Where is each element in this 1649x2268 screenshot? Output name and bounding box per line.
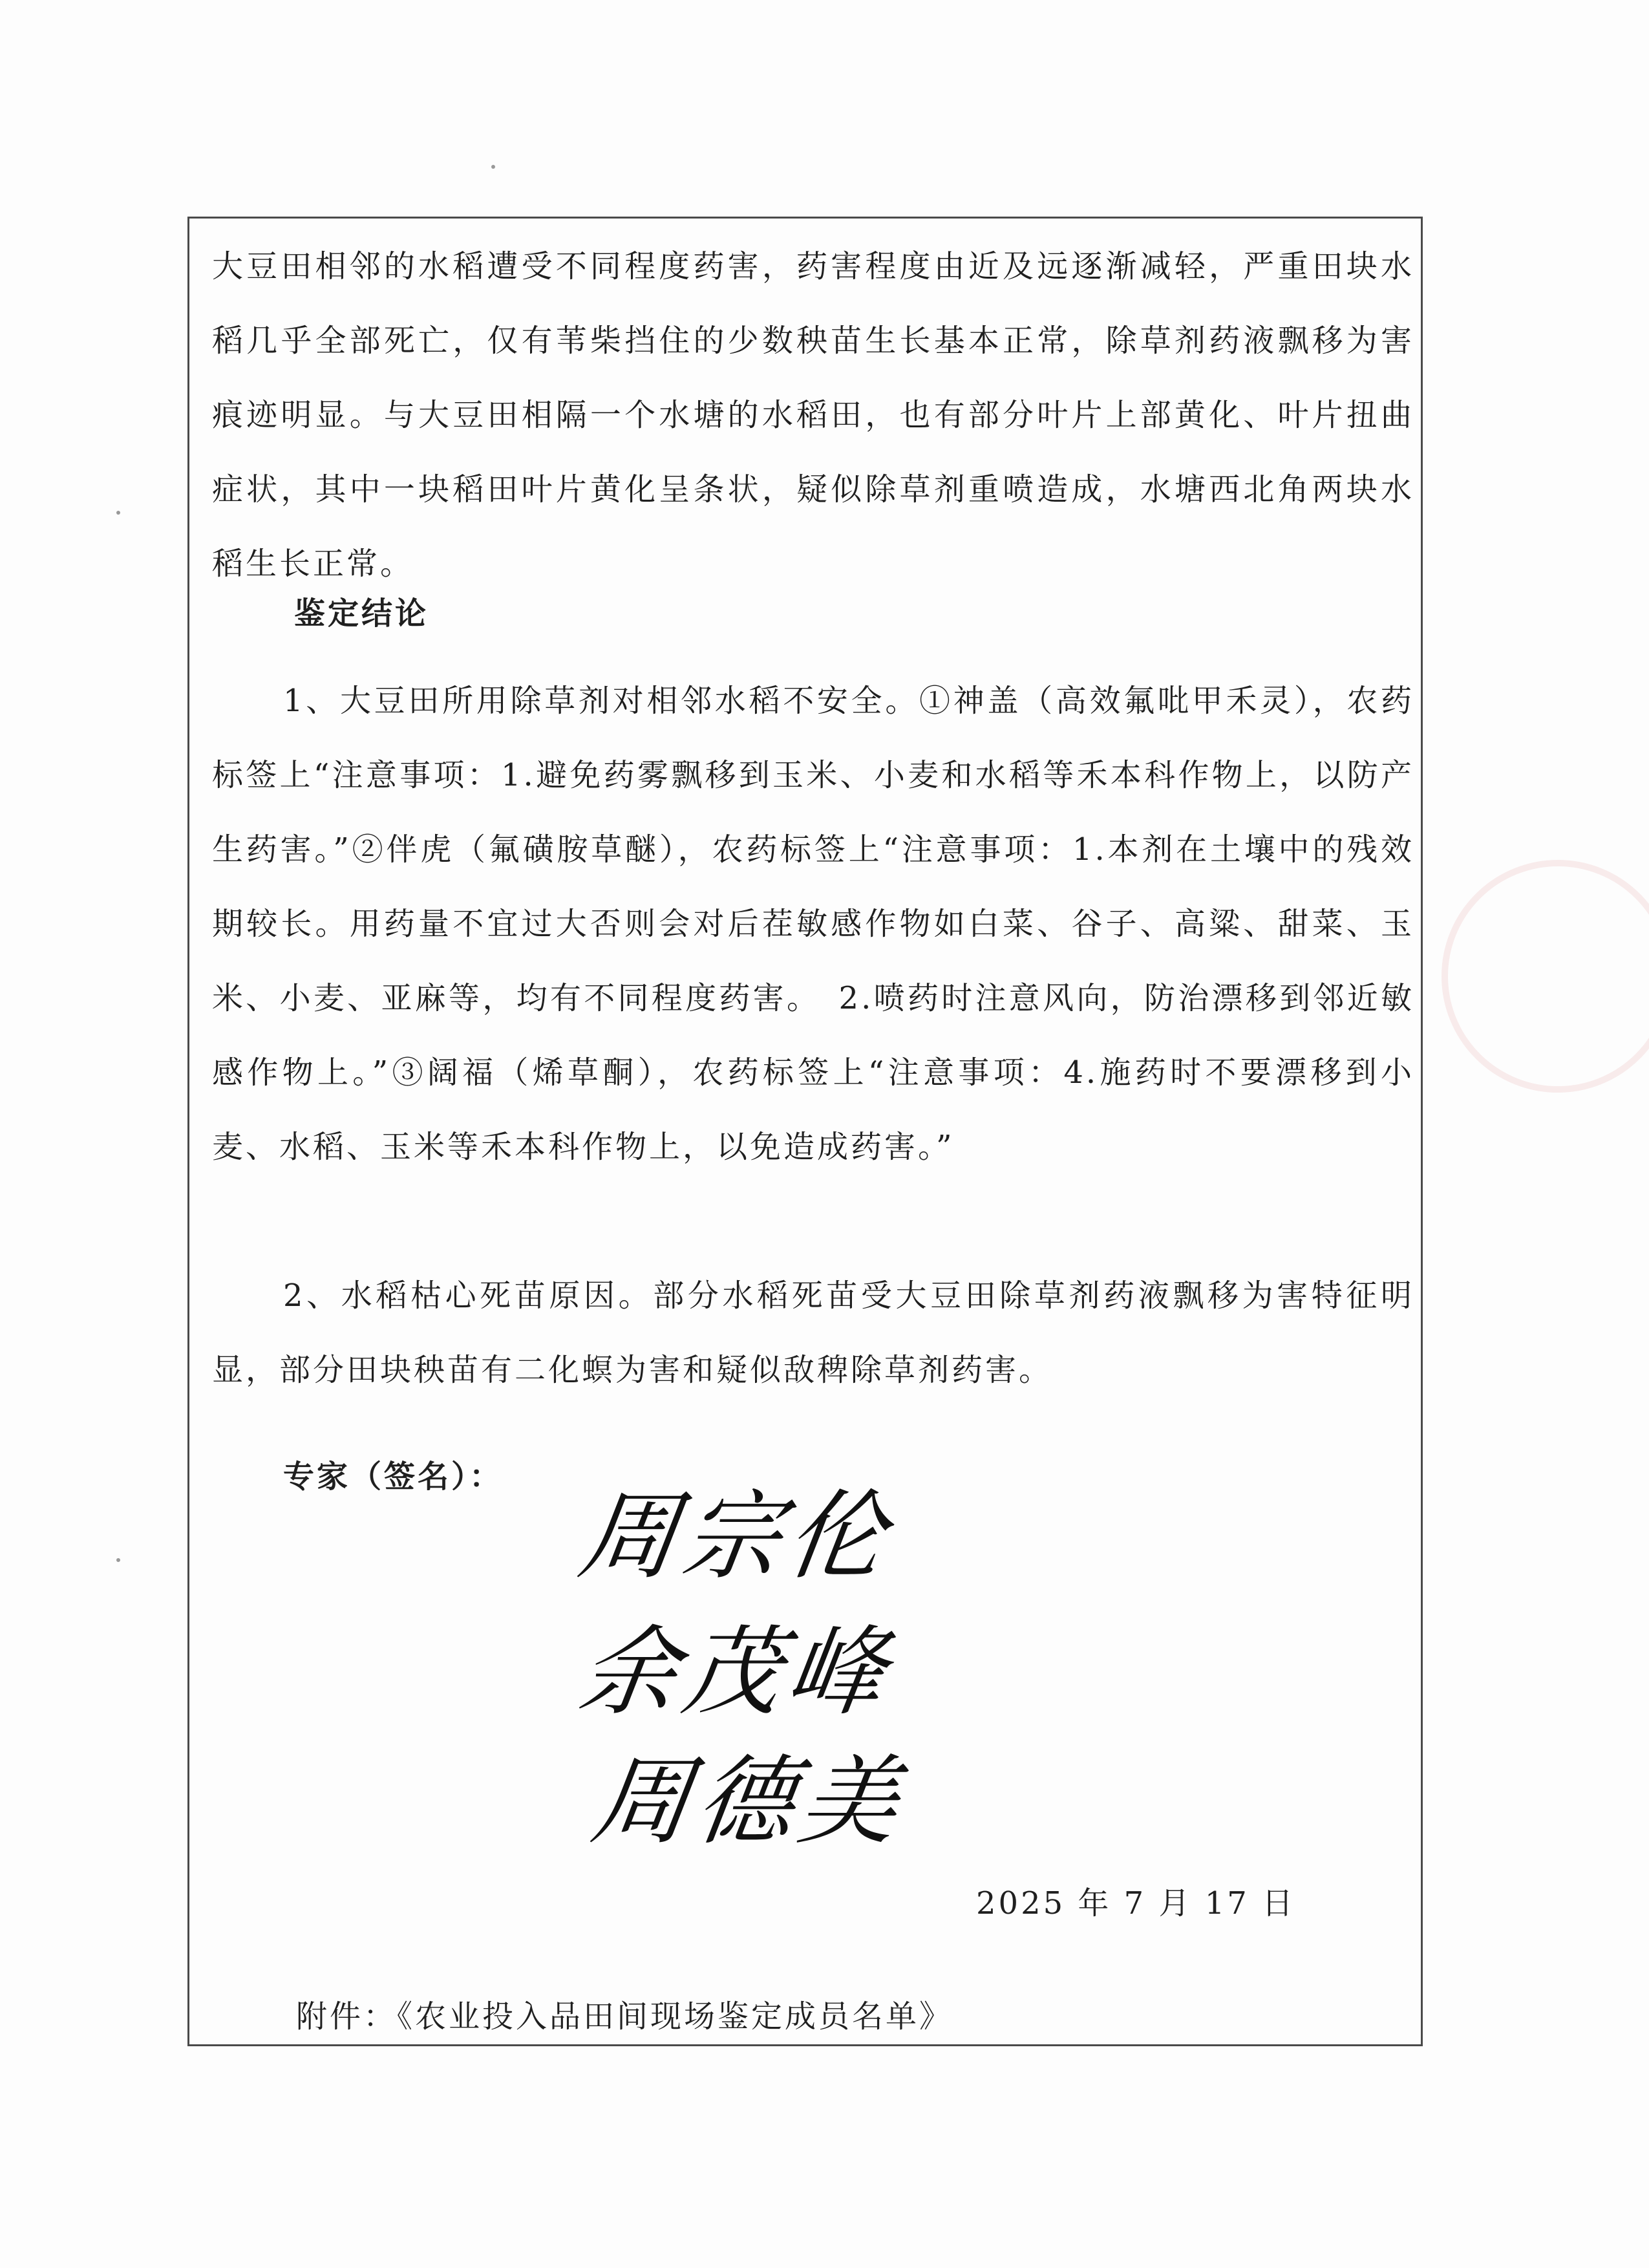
- expert-signature-label: 专家（签名）：: [283, 1459, 504, 1495]
- paragraph-damage-description: 大豆田相邻的水稻遭受不同程度药害，药害程度由近及远逐渐减轻，严重田块水稻几乎全部死亡，仅有苇柴挡住的少数秧苗生长基本正常，除草剂药液飘移为害痕迹明显。与大豆田相隔一个水塘的水稻田，也有部分叶片上部黄化、叶片扭曲症状，其中一块稻田叶片黄化呈条状，疑似除草剂重喷造成，水塘西北角两块水稻生长正常。: [212, 248, 1414, 582]
- scan-speck: [116, 511, 120, 515]
- document-date: 2025 年 7 月 17 日: [976, 1885, 1296, 1921]
- scan-speck: [116, 1558, 120, 1562]
- handwritten-signature-1: 周宗伦: [572, 1481, 899, 1593]
- handwritten-signature-2: 余茂峰: [572, 1616, 899, 1729]
- handwritten-signature-3: 周德美: [585, 1746, 912, 1858]
- attachment-note: 附件：《农业投入品田间现场鉴定成员名单》: [296, 1998, 953, 2035]
- conclusion-item-1: 1、大豆田所用除草剂对相邻水稻不安全。①神盖（高效氟吡甲禾灵），农药标签上“注意事项：1.避免药雾飘移到玉米、小麦和水稻等禾本科作物上，以防产生药害。”②伴虎（氟磺胺草醚），农药标签上“注意事项：1.本剂在土壤中的残效期较长。用药量不宜过大否则会对后茬敏感作物如白菜、谷子、高粱、甜菜、玉米、小麦、亚麻等，均有不同程度药害。 2.喷药时注意风向，防治漂移到邻近敏感作物上。”③阔福（烯草酮），农药标签上“注意事项：4.施药时不要漂移到小麦、水稻、玉米等禾本科作物上，以免造成药害。”: [212, 683, 1414, 1165]
- scan-speck: [491, 165, 495, 169]
- section-heading-conclusion: 鉴定结论: [294, 595, 429, 632]
- faint-seal-bleedthrough: [1442, 860, 1649, 1093]
- conclusion-item-2: 2、水稻枯心死苗原因。部分水稻死苗受大豆田除草剂药液飘移为害特征明显，部分田块秧苗有二化螟为害和疑似敌稗除草剂药害。: [212, 1278, 1414, 1388]
